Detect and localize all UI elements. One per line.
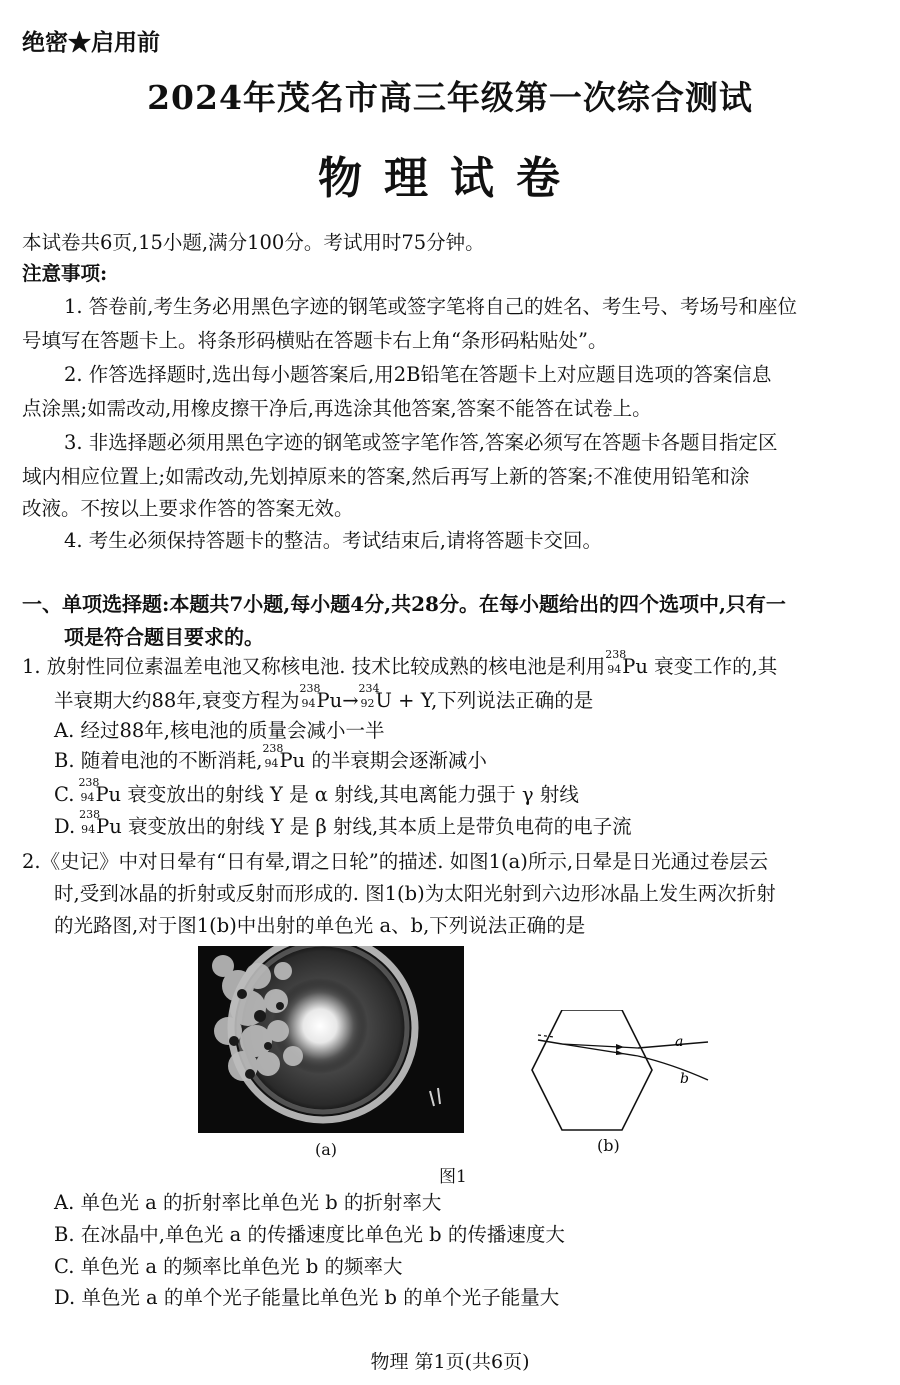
q1-stem-line-2: [54, 682, 594, 716]
caption-b: (b): [597, 1136, 620, 1155]
u-isotope: [358, 682, 380, 710]
ray-diagram: [512, 1010, 712, 1140]
section1-heading-line-2: 项是符合题目要求的。: [64, 625, 264, 649]
ray-a-label: a: [675, 1034, 684, 1050]
q1-option-d: [54, 808, 632, 842]
notice-heading: 注意事项:: [22, 262, 108, 285]
ice-crystal-diagram: [512, 1010, 712, 1140]
exam-title: 2024年茂名市高三年级第一次综合测试: [147, 78, 753, 117]
q2-stem-line-1: 2.《史记》中对日晕有“日有晕,谓之日轮”的描述. 如图1(a)所示,日晕是日光通过卷层云: [22, 850, 769, 873]
q1-option-c-text: Pu 衰变放出的射线 Y 是 α 射线,其电离能力强于 γ 射线: [95, 783, 579, 806]
pu-atomic-number: 94: [607, 663, 622, 676]
pu-mass-number: 238: [262, 742, 284, 755]
eq-pu-arrow: Pu→: [316, 689, 359, 712]
q1-option-d-text: Pu 衰变放出的射线 Y 是 β 射线,其本质上是带负电荷的电子流: [96, 815, 632, 838]
notice-3-line-2: 域内相应位置上;如需改动,先划掉原来的答案,然后再写上新的答案;不准使用铅笔和涂: [22, 465, 750, 488]
notice-1-line-2: 号填写在答题卡上。将条形码横贴在答题卡右上角“条形码粘贴处”。: [22, 329, 608, 352]
pu-mass-number: 238: [79, 808, 101, 821]
q2-stem-line-2: 时,受到冰晶的折射或反射而形成的. 图1(b)为太阳光射到六边形冰晶上发生两次折射: [54, 882, 776, 905]
section1-heading-line-1: 一、单项选择题:本题共7小题,每小题4分,共28分。在每小题给出的四个选项中,只有一: [22, 592, 786, 616]
q1-option-a: A. 经过88年,核电池的质量会减小一半: [54, 719, 385, 742]
q2-stem-line-3: 的光路图,对于图1(b)中出射的单色光 a、b,下列说法正确的是: [54, 914, 586, 937]
secret-label: 绝密★启用前: [22, 29, 160, 56]
hexagon-crystal: [532, 1010, 652, 1130]
q1-stem-text-3: 半衰期大约88年,衰变方程为: [54, 689, 300, 712]
q1-option-c-letter: C.: [54, 783, 75, 806]
q1-option-b-text-2: Pu 的半衰期会逐渐减小: [279, 749, 487, 772]
exam-summary: 本试卷共6页,15小题,满分100分。考试用时75分钟。: [22, 231, 485, 254]
eq-u: U + Y,: [375, 689, 438, 712]
q2-option-b: B. 在冰晶中,单色光 a 的传播速度比单色光 b 的传播速度大: [54, 1223, 565, 1246]
figure-label: 图1: [439, 1167, 467, 1187]
notice-2-line-2: 点涂黑;如需改动,用橡皮擦干净后,再选涂其他答案,答案不能答在试卷上。: [22, 397, 652, 420]
q2-option-c: C. 单色光 a 的频率比单色光 b 的频率大: [54, 1255, 403, 1278]
notice-2-line-1: 2. 作答选择题时,选出每小题答案后,用2B铅笔在答题卡上对应题目选项的答案信息: [64, 363, 772, 386]
page-footer: 物理 第1页(共6页): [370, 1351, 530, 1373]
pu-isotope: [605, 648, 627, 676]
q1-stem-line-1: [22, 648, 778, 682]
pu-atomic-number: 94: [80, 791, 95, 804]
sun-halo-photo: [198, 946, 464, 1133]
pu-mass-number: 238: [78, 776, 100, 789]
halo-illustration: [198, 946, 464, 1133]
pu-mass-number: 238: [605, 648, 627, 661]
ray-b-label: b: [680, 1071, 689, 1087]
caption-a: (a): [315, 1140, 338, 1159]
notice-1-line-1: 1. 答卷前,考生务必用黑色字迹的钢笔或签字笔将自己的姓名、考生号、考场号和座位: [64, 295, 798, 318]
pu-atomic-number: 94: [301, 697, 316, 710]
q1-option-b: [54, 742, 487, 776]
pu-isotope: [299, 682, 321, 710]
notice-3-line-1: 3. 非选择题必须用黑色字迹的钢笔或签字笔作答,答案必须写在答题卡各题目指定区: [64, 431, 778, 454]
pu-isotope: [78, 776, 100, 804]
pu-atomic-number: 94: [264, 757, 279, 770]
notice-3-line-3: 改液。不按以上要求作答的答案无效。: [22, 497, 354, 520]
q1-stem-text-2: Pu 衰变工作的,其: [622, 655, 778, 678]
paper-title: 物理试卷: [318, 153, 582, 204]
pu-mass-number: 238: [299, 682, 321, 695]
pu-atomic-number: 94: [81, 823, 96, 836]
q2-option-d: D. 单色光 a 的单个光子能量比单色光 b 的单个光子能量大: [54, 1286, 560, 1309]
q1-stem-text: 1. 放射性同位素温差电池又称核电池. 技术比较成熟的核电池是利用: [22, 655, 606, 678]
notice-4: 4. 考生必须保持答题卡的整洁。考试结束后,请将答题卡交回。: [64, 529, 603, 552]
q1-stem-text-4: 下列说法正确的是: [437, 689, 594, 712]
q1-option-b-text: B. 随着电池的不断消耗,: [54, 749, 263, 772]
q1-option-c: [54, 776, 579, 810]
pu-isotope: [262, 742, 284, 770]
u-atomic-number: 92: [360, 697, 375, 710]
q2-option-a: A. 单色光 a 的折射率比单色光 b 的折射率大: [54, 1191, 442, 1214]
q1-option-d-letter: D.: [54, 815, 76, 838]
pu-isotope: [79, 808, 101, 836]
u-mass-number: 234: [358, 682, 380, 695]
